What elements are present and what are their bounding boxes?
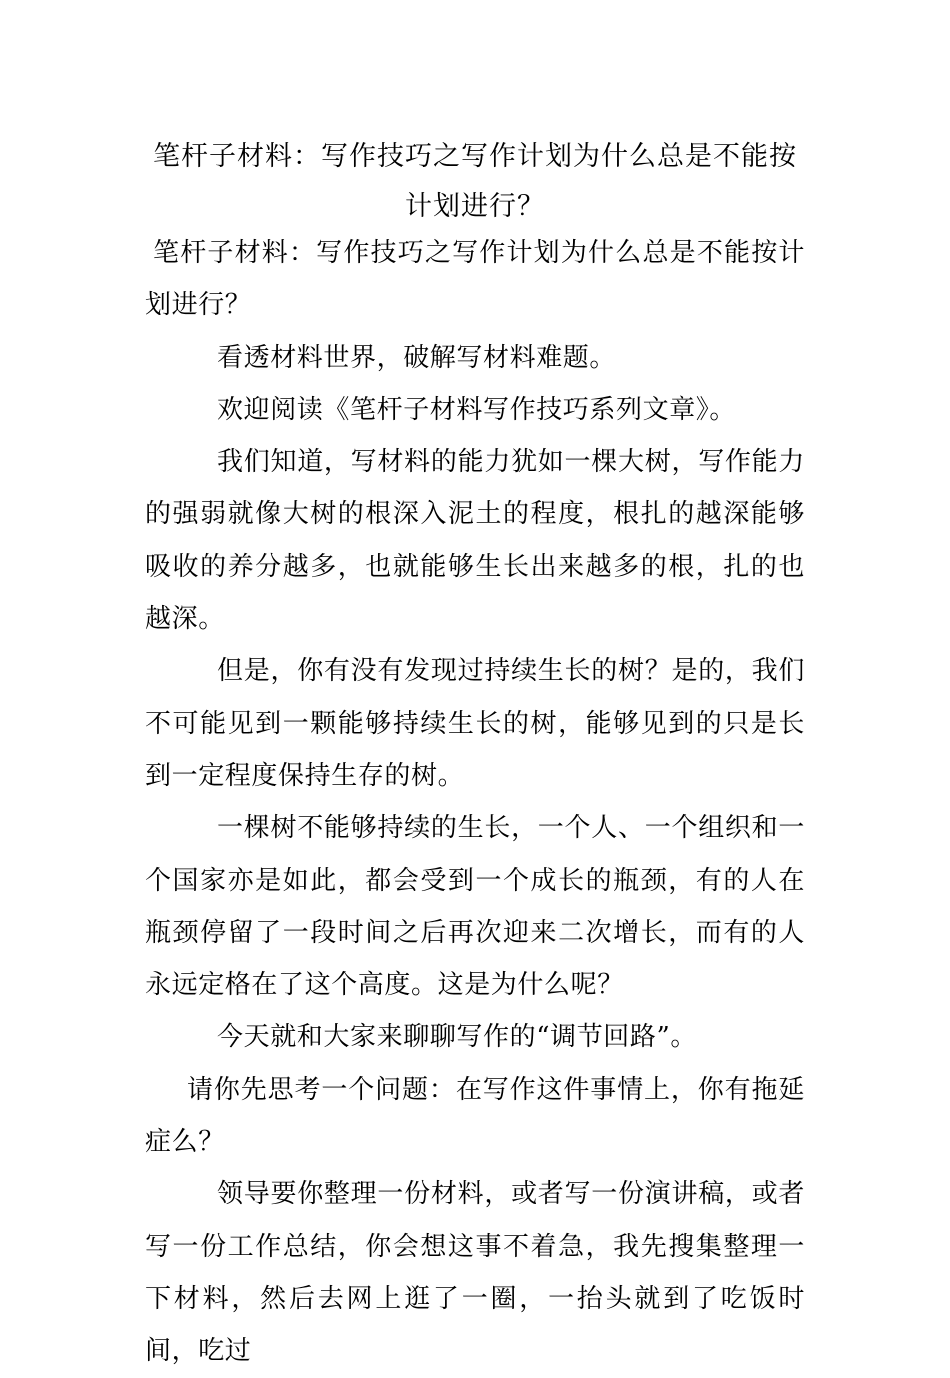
paragraph-tagline: 看透材料世界，破解写材料难题。: [217, 342, 617, 373]
paragraph-tree-metaphor: 我们知道，写材料的能力犹如一棵大树，写作能力的强弱就像大树的根深入泥土的程度，根扎的越深能够吸收的养分越多，也就能够生长出来越多的根，扎的也越深。: [145, 447, 805, 635]
paragraph-leader-task: 领导要你整理一份材料，或者写一份演讲稿，或者写一份工作总结，你会想这事不着急，我先搜集整理一下材料，然后去网上逛了一圈，一抬头就到了吃饭时间，吃过: [145, 1179, 805, 1367]
paragraph-regulating-loop: 今天就和大家来聊聊写作的“调节回路”。: [217, 1022, 697, 1053]
paragraph-procrastination-question: 请你先思考一个问题：在写作这件事情上，你有拖延症么？: [145, 1074, 805, 1158]
paragraph-welcome: 欢迎阅读《笔杆子材料写作技巧系列文章》。: [217, 394, 737, 425]
document-body: [145, 227, 805, 1378]
paragraph-growth-bottleneck: 一棵树不能够持续的生长，一个人、一个组织和一个国家亦是如此，都会受到一个成长的瓶颈，有的人在瓶颈停留了一段时间之后再次迎来二次增长，而有的人永远定格在了这个高度。这是为什么呢？: [145, 813, 805, 1001]
paragraph-repeated-title: 笔杆子材料：写作技巧之写作计划为什么总是不能按计划进行？: [145, 238, 805, 321]
document-title: 笔杆子材料：写作技巧之写作计划为什么总是不能按计划进行？: [153, 141, 797, 222]
paragraph-continuous-growth: 但是，你有没有发现过持续生长的树？是的，我们不可能见到一颗能够持续生长的树，能够见到的只是长到一定程度保持生存的树。: [145, 656, 805, 791]
